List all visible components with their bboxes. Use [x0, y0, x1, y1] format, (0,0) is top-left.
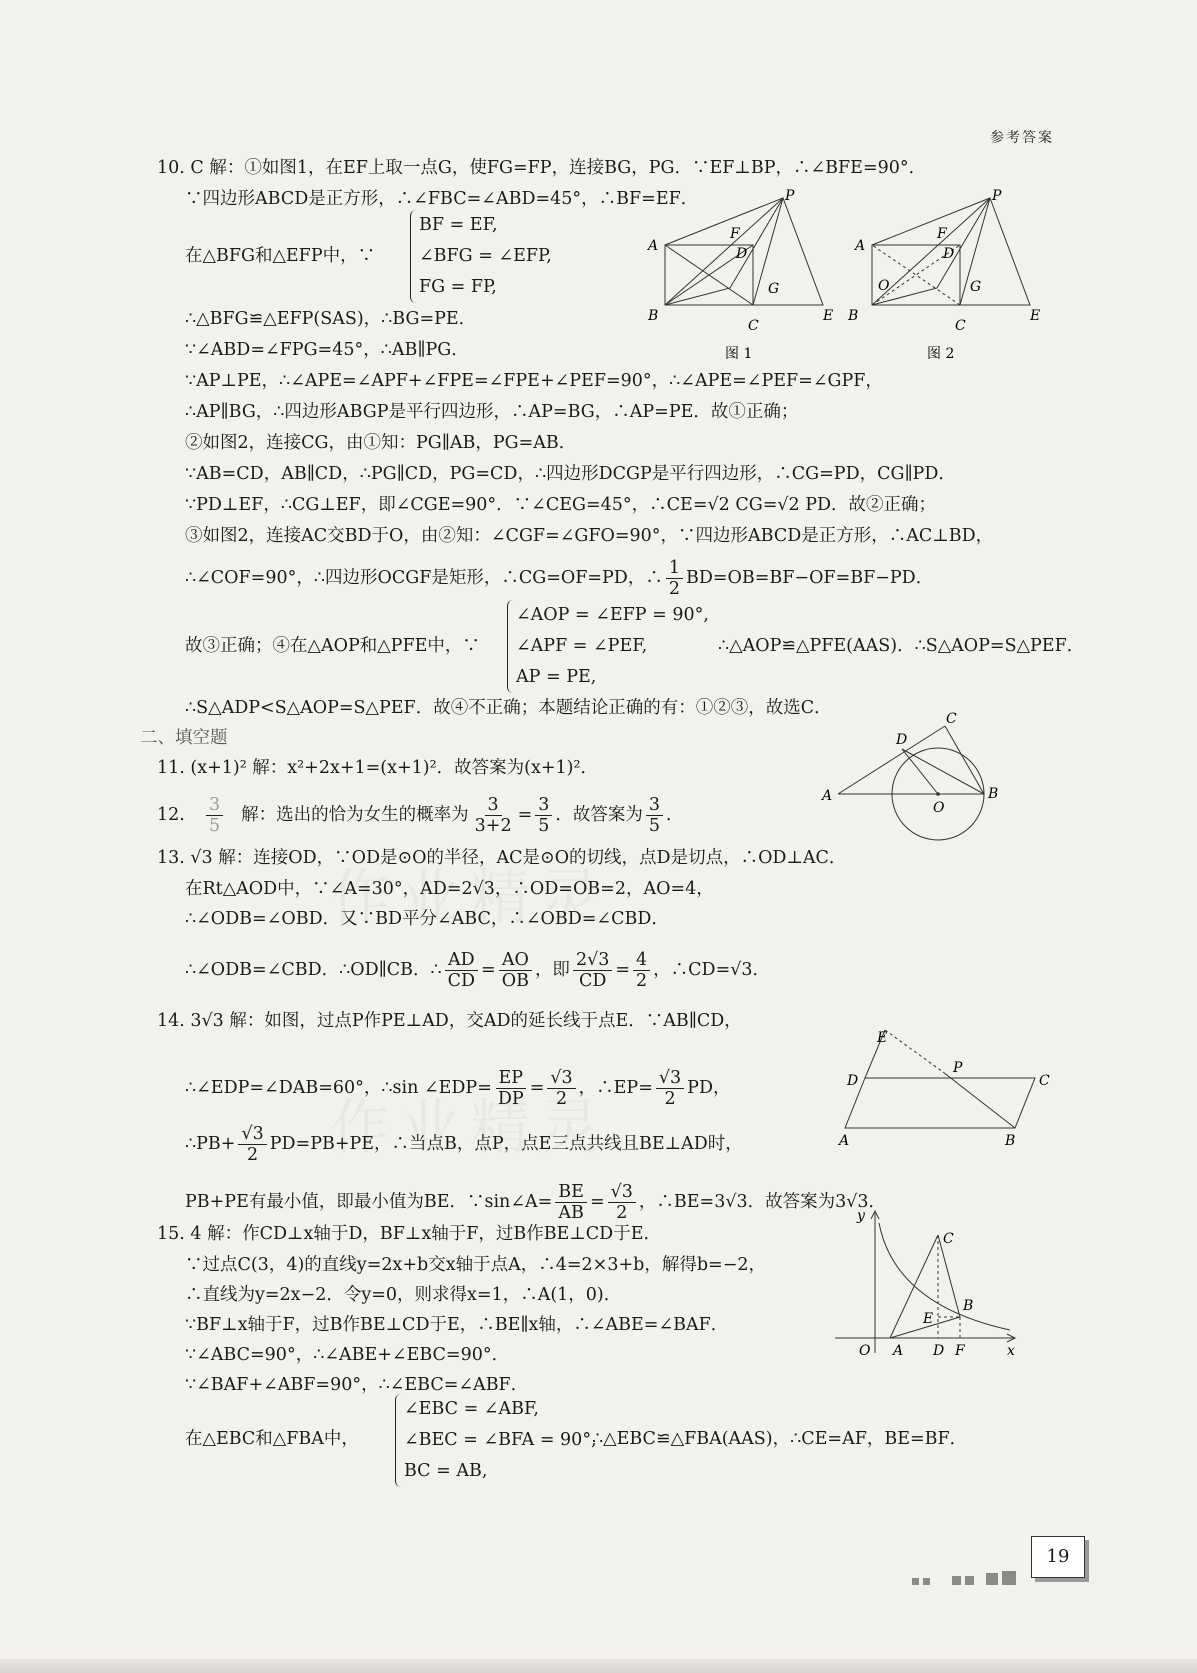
fig-label: B [648, 308, 659, 324]
q14-line: 14. 3√3 解：如图，过点P作PE⊥AD，交AD的延长线于点E．∵AB∥CD， [157, 1011, 742, 1031]
q15-line: 15. 4 解：作CD⊥x轴于D，BF⊥x轴于F，过B作BE⊥CD于E． [157, 1224, 661, 1244]
text: = [517, 805, 533, 826]
fig-label: B [1005, 1133, 1016, 1149]
fig-label: C [1039, 1073, 1050, 1089]
q10-line: ②如图2，连接CG，由①知：PG∥AB，PG=AB． [185, 433, 577, 453]
text: ∴∠EDP=∠DAB=60°，∴sin ∠EDP= [185, 1078, 492, 1099]
sys-row: FG = FP, [419, 277, 497, 297]
text: ∴∠COF=90°，∴四边形OCGF是矩形，∴CG=OF=PD，∴ [185, 568, 663, 589]
fig-label: O [859, 1343, 871, 1359]
figure-caption: 图 1 [725, 346, 753, 362]
text: ∴PB+ [185, 1134, 236, 1155]
fig-label: O [878, 278, 890, 294]
q10-system-2 [507, 600, 709, 693]
q15-line: ∵∠BAF+∠ABF=90°，∴∠EBC=∠ABF． [185, 1375, 529, 1395]
fig-label: F [955, 1343, 965, 1359]
figure-15 [835, 1205, 1025, 1365]
fig-label: G [970, 279, 982, 295]
q10-line [185, 558, 933, 599]
text: PB+PE有最小值，即最小值为BE．∵sin∠A= [185, 1192, 553, 1213]
page-header: 参考答案 [990, 130, 1054, 146]
q14-line [185, 1124, 743, 1165]
fraction: $\frac{1}{2}$ [666, 558, 683, 599]
fraction: $\frac{EP}{DP}$ [495, 1068, 527, 1109]
figure-13 [820, 708, 1010, 848]
q15-line: 在△EBC和△FBA中， [185, 1429, 359, 1449]
q10-line: ∵四边形ABCD是正方形，∴∠FBC=∠ABD=45°，∴BF=EF． [185, 189, 699, 209]
fig-label: C [955, 318, 966, 334]
sys-row: BF = EF, [419, 215, 498, 235]
fig-label: F [730, 226, 740, 242]
text: ，即 [534, 960, 570, 981]
text: ，∴CD=√3． [653, 960, 771, 981]
q10-line: ∴S△ADP<S△AOP=S△PEF．故④不正确；本题结论正确的有：①②③，故选C． [185, 698, 832, 718]
q13-line: 13. √3 解：连接OD，∵OD是⊙O的半径，AC是⊙O的切线，点D是切点，∴OD⊥AC． [157, 848, 847, 868]
q10-line: 10. C 解：①如图1，在EF上取一点G，使FG=FP，连接BG，PG．∵EF⊥BP，∴∠BFE=90°． [157, 158, 927, 178]
text: ．故答案为 [555, 805, 643, 826]
q15-line: ∵∠ABC=90°，∴∠ABE+∠EBC=90°． [185, 1345, 510, 1365]
q10-line: 故③正确；④在△AOP和△PFE中，∵ [185, 636, 480, 656]
text: ，∴EP= [578, 1078, 653, 1099]
q10-line: 在△BFG和△EFP中，∵ [185, 246, 376, 266]
sys-row: BC = AB, [404, 1461, 488, 1481]
fraction: $\frac{3}{3+2}$ [474, 795, 512, 837]
fig-label: D [736, 246, 748, 262]
fraction: $\frac{AD}{CD}$ [445, 950, 478, 991]
text: PD， [687, 1078, 731, 1099]
fig-label: A [839, 1133, 850, 1149]
q15-line: ∴直线为y=2x−2．令y=0，则求得x=1，∴A(1，0)． [185, 1285, 622, 1305]
fig-label: B [988, 786, 999, 802]
sys-row: ∠BEC = ∠BFA = 90°, [404, 1430, 597, 1450]
sys-row: ∠AOP = ∠EFP = 90°, [516, 605, 709, 625]
fig-label: A [855, 238, 866, 254]
decorative-squares [912, 1570, 1020, 1589]
q-number: 12. [157, 805, 185, 826]
q13-line: ∴∠ODB=∠OBD．又∵BD平分∠ABC，∴∠OBD=∠CBD． [185, 909, 669, 929]
fraction: $\frac{BE}{AB}$ [555, 1182, 587, 1223]
q10-system-1 [410, 210, 552, 303]
figure-1-and-2 [640, 188, 1040, 363]
fig-label: A [648, 238, 659, 254]
fig-label: C [943, 1231, 954, 1247]
fig-label: C [748, 318, 759, 334]
page-number: 19 [1031, 1536, 1085, 1578]
fraction: $\frac{√3}{2}$ [547, 1068, 575, 1109]
sys-row: ∠EBC = ∠ABF, [404, 1399, 539, 1419]
fig-label: x [1007, 1343, 1015, 1359]
text: ，∴BE=3√3．故答案为3√3． [638, 1192, 887, 1213]
fig-label: E [877, 1030, 888, 1046]
section-title: 二、填空题 [140, 728, 228, 748]
fraction: $\frac{4}{2}$ [633, 950, 650, 991]
q10-line: ③如图2，连接AC交BD于O，由②知：∠CGF=∠GFO=90°，∵四边形ABCD是正方形，∴AC⊥BD， [185, 526, 994, 546]
fraction: $\frac{3}{5}$ [646, 795, 663, 836]
fraction: $\frac{√3}{2}$ [608, 1182, 636, 1223]
text: ． [666, 805, 684, 826]
figure-caption: 图 2 [927, 346, 955, 362]
fraction: $\frac{AO}{OB}$ [499, 950, 532, 991]
q10-line: ∴△AOP≌△PFE(AAS)．∴S△AOP=S△PEF． [718, 636, 1085, 656]
q15-line: ∴△EBC≌△FBA(AAS)，∴CE=AF，BE=BF． [592, 1429, 968, 1449]
q15-system [395, 1394, 597, 1487]
fig-label: P [992, 188, 1002, 204]
q13-line: ∴∠ODB=∠CBD．∴OD∥CB．∴ $\frac{AD}{CD}$ = $\frac{AO}{OB}$ ，即 $\frac{2√3}{CD}$ = $\frac{4}{2}$ ，∴CD=√3． [185, 950, 771, 992]
fraction: $\frac{√3}{2}$ [238, 1124, 266, 1165]
q10-line: ∵AP⊥PE，∴∠APE=∠APF+∠FPE=∠FPE+∠PEF=90°，∴∠APE=∠PEF=∠GPF， [185, 371, 883, 391]
sys-row: AP = PE, [516, 667, 597, 687]
fig-label: P [953, 1060, 963, 1076]
fig-label: E [823, 308, 834, 324]
fig-label: B [963, 1298, 974, 1314]
fig-label: y [857, 1208, 865, 1224]
q15-line: ∵BF⊥x轴于F，过B作BE⊥CD于E，∴BE∥x轴，∴∠ABE=∠BAF． [185, 1315, 729, 1335]
q14-line: PB+PE有最小值，即最小值为BE．∵sin∠A= $\frac{BE}{AB}$ = $\frac{√3}{2}$ ，∴BE=3√3．故答案为3√3． [185, 1182, 887, 1224]
q10-line: ∴△BFG≌△EFP(SAS)，∴BG=PE． [185, 309, 477, 329]
fig-label: P [785, 188, 795, 204]
fig-label: E [1030, 308, 1040, 324]
q15-line: ∵过点C(3，4)的直线y=2x+b交x轴于点A，∴4=2×3+b，解得b=−2， [185, 1255, 766, 1275]
text: BD=OB=BF−OF=BF−PD． [685, 568, 934, 589]
fig-label: B [848, 308, 859, 324]
fig-label: D [933, 1343, 945, 1359]
fig-label: A [822, 788, 833, 804]
q14-line: ∴∠EDP=∠DAB=60°，∴sin ∠EDP= $\frac{EP}{DP}$ = $\frac{√3}{2}$ ，∴EP= $\frac{√3}{2}$ PD， [185, 1068, 731, 1110]
q10-line: ∴AP∥BG，∴四边形ABGP是平行四边形，∴AP=BG，∴AP=PE．故①正确； [185, 402, 799, 422]
fig-label: D [896, 732, 908, 748]
q11-line: 11. (x+1)² 解：x²+2x+1=(x+1)²．故答案为(x+1)²． [157, 758, 598, 778]
fraction: $\frac{3}{5}$ [535, 795, 552, 836]
fig-label: F [937, 226, 947, 242]
sys-row: ∠APF = ∠PEF, [516, 636, 648, 656]
fig-label: D [847, 1073, 859, 1089]
fig-label: G [768, 281, 780, 297]
figure-14 [835, 1030, 1060, 1150]
q12-line [157, 795, 684, 836]
text: PD=PB+PE，∴当点B，点P，点E三点共线且BE⊥AD时， [269, 1134, 743, 1155]
q10-line: ∵AB=CD，AB∥CD，∴PG∥CD，PG=CD，∴四边形DCGP是平行四边形，∴CG=PD，CG∥PD． [185, 464, 956, 484]
fig-label: C [946, 711, 957, 727]
page-edge [0, 1659, 1197, 1673]
fig-label: A [893, 1343, 904, 1359]
fig-label: E [923, 1311, 934, 1327]
fraction: $\frac{√3}{2}$ [656, 1068, 684, 1109]
text: 解：选出的恰为女生的概率为 [241, 805, 469, 826]
fig-label: D [943, 246, 955, 262]
answer-fraction: $\frac{3}{5}$ [206, 795, 223, 836]
fraction: $\frac{2√3}{CD}$ [573, 950, 612, 991]
fig-label: O [933, 800, 945, 816]
q10-line: ∵PD⊥EF，∴CG⊥EF，即∠CGE=90°．∵∠CEG=45°，∴CE=√2 CG=√2 PD．故②正确； [185, 495, 937, 515]
sys-row: ∠BFG = ∠EFP, [419, 246, 552, 266]
q13-line: 在Rt△AOD中，∵∠A=30°，AD=2√3，∴OD=OB=2，AO=4， [185, 879, 714, 899]
text: ∴∠ODB=∠CBD．∴OD∥CB．∴ [185, 960, 442, 981]
q10-line: ∵∠ABD=∠FPG=45°，∴AB∥PG． [185, 340, 469, 360]
